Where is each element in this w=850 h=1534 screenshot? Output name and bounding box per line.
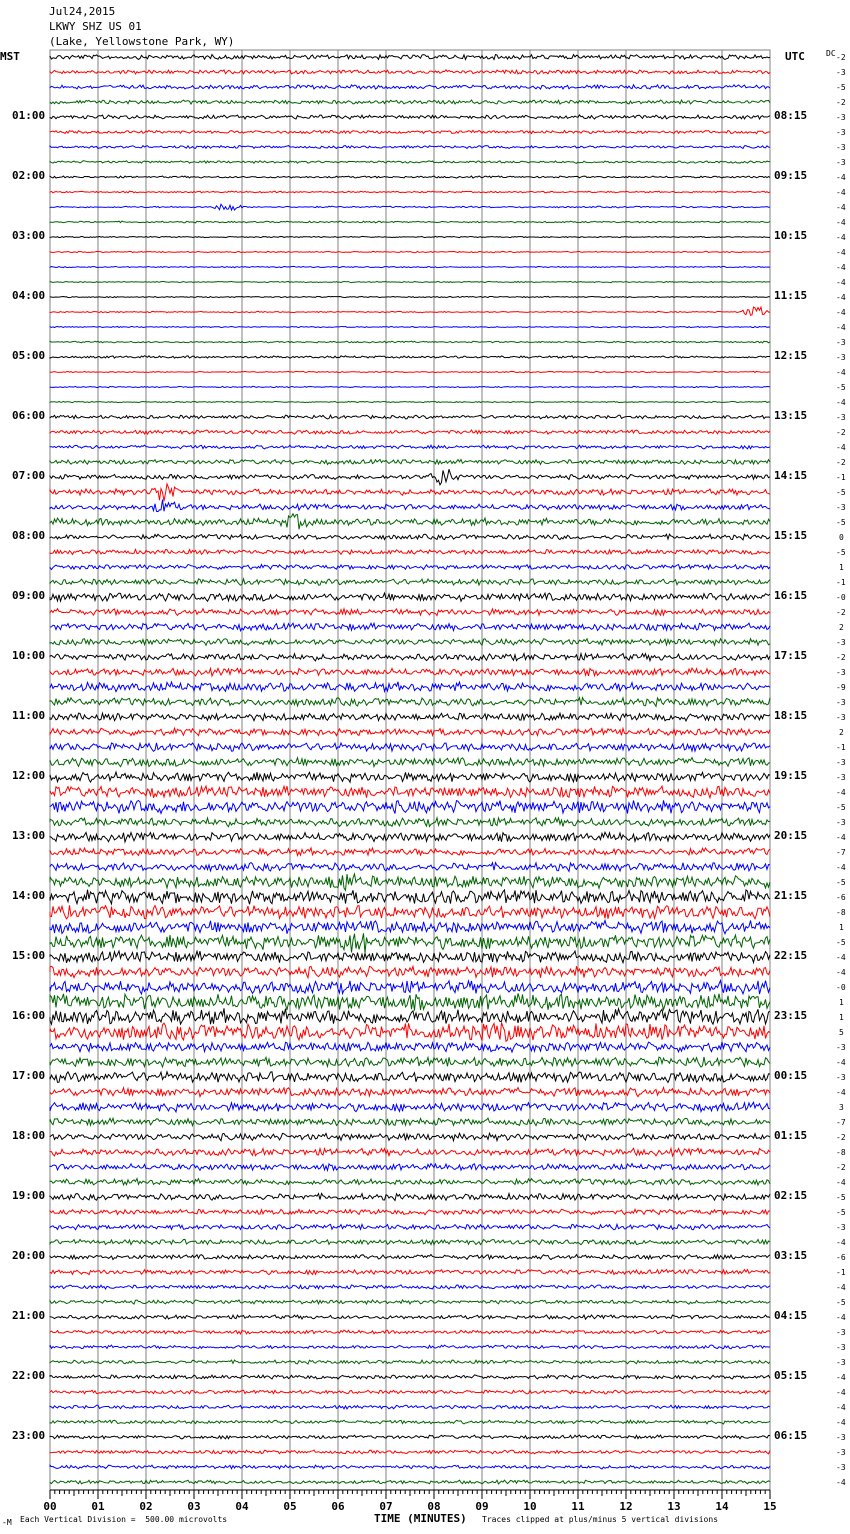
dc-offset-label: -5 <box>836 1298 846 1307</box>
trace-49 <box>50 786 770 798</box>
trace-45 <box>50 728 770 735</box>
right-hour-label: 11:15 <box>774 289 808 302</box>
dc-offset-label: -3 <box>836 143 846 152</box>
trace-40 <box>50 654 770 661</box>
trace-94 <box>50 1465 770 1469</box>
dc-offset-label: -4 <box>836 263 846 272</box>
trace-9 <box>50 191 770 193</box>
trace-65 <box>50 1022 770 1041</box>
trace-23 <box>50 401 770 402</box>
left-hour-label: 19:00 <box>12 1189 46 1202</box>
left-hour-label: 20:00 <box>12 1249 46 1262</box>
right-hour-label: 15:15 <box>774 529 808 542</box>
dc-offset-label: -4 <box>836 953 846 962</box>
trace-8 <box>50 176 770 178</box>
header-station: LKWY SHZ US 01 <box>49 20 142 33</box>
right-hour-label: 21:15 <box>774 889 808 902</box>
dc-offset-label: -3 <box>836 713 846 722</box>
x-tick-label-13: 13 <box>667 1500 681 1513</box>
trace-72 <box>50 1133 770 1140</box>
trace-4 <box>50 115 770 119</box>
right-hour-label: 06:15 <box>774 1429 808 1442</box>
dc-offset-label: 2 <box>839 728 844 737</box>
left-hour-label: 02:00 <box>12 169 46 182</box>
dc-offset-label: 1 <box>839 1013 844 1022</box>
trace-group <box>50 54 770 1484</box>
trace-52 <box>50 832 770 842</box>
dc-offset-label: -4 <box>836 833 846 842</box>
left-hour-label: 09:00 <box>12 589 46 602</box>
x-tick-label-4: 04 <box>235 1500 249 1513</box>
trace-67 <box>50 1057 770 1067</box>
left-hour-label: 16:00 <box>12 1009 46 1022</box>
right-hour-label: 20:15 <box>774 829 808 842</box>
trace-31 <box>50 514 770 530</box>
left-hour-label: 06:00 <box>12 409 46 422</box>
header-date: Jul24,2015 <box>49 5 116 18</box>
trace-58 <box>50 920 770 933</box>
dc-offset-label: -3 <box>836 1223 846 1232</box>
dc-offset-label: -4 <box>836 443 846 452</box>
dc-offset-label: -5 <box>836 803 846 812</box>
dc-offset-label: -8 <box>836 908 846 917</box>
right-hour-label: 14:15 <box>774 469 808 482</box>
dc-offset-label: -3 <box>836 413 846 422</box>
right-hour-label: 18:15 <box>774 709 808 722</box>
dc-offset-label: 5 <box>839 1028 844 1037</box>
trace-76 <box>50 1193 770 1200</box>
dc-offset-label: -4 <box>836 1088 846 1097</box>
trace-70 <box>50 1102 770 1112</box>
trace-93 <box>50 1450 770 1454</box>
trace-48 <box>50 772 770 782</box>
trace-42 <box>50 682 770 692</box>
trace-51 <box>50 818 770 827</box>
dc-offset-label: -3 <box>836 1463 846 1472</box>
trace-47 <box>50 758 770 767</box>
trace-90 <box>50 1405 770 1409</box>
left-hour-label: 18:00 <box>12 1129 46 1142</box>
trace-63 <box>50 993 770 1010</box>
dc-offset-label: -8 <box>836 1148 846 1157</box>
trace-66 <box>50 1042 770 1052</box>
dc-offset-label: -3 <box>836 1448 846 1457</box>
trace-60 <box>50 951 770 963</box>
left-hour-label: 08:00 <box>12 529 46 542</box>
dc-offset-label: -4 <box>836 1418 846 1427</box>
trace-59 <box>50 933 770 953</box>
trace-10 <box>50 204 770 210</box>
left-hour-label: 22:00 <box>12 1369 46 1382</box>
dc-offset-label: -5 <box>836 83 846 92</box>
dc-offset-label: -2 <box>836 653 846 662</box>
right-hour-label: 05:15 <box>774 1369 808 1382</box>
trace-82 <box>50 1285 770 1289</box>
dc-offset-label: -4 <box>836 863 846 872</box>
trace-55 <box>50 874 770 890</box>
trace-32 <box>50 534 770 540</box>
right-hour-label: 13:15 <box>774 409 808 422</box>
dc-offset-label: -5 <box>836 878 846 887</box>
dc-offset-label: -0 <box>836 983 846 992</box>
trace-15 <box>50 281 770 282</box>
dc-offset-label: -3 <box>836 353 846 362</box>
right-hour-label: 16:15 <box>774 589 808 602</box>
trace-41 <box>50 668 770 676</box>
dc-offset-label: -4 <box>836 1178 846 1187</box>
dc-offset-label: -1 <box>836 743 846 752</box>
trace-21 <box>50 371 770 372</box>
trace-19 <box>50 341 770 343</box>
trace-75 <box>50 1179 770 1186</box>
trace-34 <box>50 565 770 570</box>
trace-14 <box>50 266 770 267</box>
x-tick-label-7: 07 <box>379 1500 393 1513</box>
trace-25 <box>50 430 770 434</box>
dc-offset-label: -7 <box>836 848 846 857</box>
trace-29 <box>50 484 770 501</box>
trace-22 <box>50 386 770 387</box>
right-hour-label: 23:15 <box>774 1009 808 1022</box>
trace-11 <box>50 221 770 223</box>
x-tick-label-0: 00 <box>43 1500 57 1513</box>
trace-64 <box>50 1008 770 1024</box>
x-tick-label-6: 06 <box>331 1500 345 1513</box>
left-hour-label: 01:00 <box>12 109 46 122</box>
dc-offset-label: -5 <box>836 548 846 557</box>
dc-offset-label: -4 <box>836 188 846 197</box>
trace-81 <box>50 1269 770 1274</box>
dc-offset-label: -3 <box>836 113 846 122</box>
right-hour-label: 00:15 <box>774 1069 808 1082</box>
dc-offset-label: -4 <box>836 278 846 287</box>
dc-offset-label: -4 <box>836 203 846 212</box>
dc-offset-label: -1 <box>836 1268 846 1277</box>
left-hour-label: 07:00 <box>12 469 46 482</box>
left-hour-label: 21:00 <box>12 1309 46 1322</box>
dc-offset-label: -3 <box>836 668 846 677</box>
trace-78 <box>50 1224 770 1230</box>
dc-offset-label: -3 <box>836 503 846 512</box>
trace-2 <box>50 85 770 89</box>
dc-offset-label: -3 <box>836 1358 846 1367</box>
dc-offset-label: -4 <box>836 1283 846 1292</box>
dc-offset-label: -4 <box>836 323 846 332</box>
x-tick-label-8: 08 <box>427 1500 441 1513</box>
x-tick-label-10: 10 <box>523 1500 537 1513</box>
x-tick-label-11: 11 <box>571 1500 585 1513</box>
left-hour-label: 04:00 <box>12 289 46 302</box>
dc-offset-label: -3 <box>836 338 846 347</box>
dc-offset-label: -4 <box>836 1373 846 1382</box>
trace-50 <box>50 800 770 813</box>
left-hour-label: 15:00 <box>12 949 46 962</box>
left-hour-label: 13:00 <box>12 829 46 842</box>
right-timezone-label: UTC <box>785 50 805 63</box>
trace-33 <box>50 549 770 554</box>
footer-division: Each Vertical Division = 500.00 microvolts <box>20 1515 228 1524</box>
trace-5 <box>50 130 770 133</box>
dc-offset-label: -1 <box>836 473 846 482</box>
dc-offset-label: 0 <box>839 533 844 542</box>
dc-offset-label: -6 <box>836 1253 846 1262</box>
trace-73 <box>50 1148 770 1156</box>
trace-39 <box>50 639 770 646</box>
trace-12 <box>50 236 770 237</box>
x-tick-label-12: 12 <box>619 1500 633 1513</box>
dc-offset-label: -9 <box>836 683 846 692</box>
dc-offset-label: 3 <box>839 1103 844 1112</box>
left-hour-label: 23:00 <box>12 1429 46 1442</box>
dc-offset-label: -5 <box>836 518 846 527</box>
dc-offset-label: -6 <box>836 893 846 902</box>
dc-offset-label: -2 <box>836 1133 846 1142</box>
trace-35 <box>50 579 770 585</box>
dc-offset-label: -4 <box>836 233 846 242</box>
right-hour-label: 08:15 <box>774 109 808 122</box>
x-tick-label-5: 05 <box>283 1500 297 1513</box>
trace-88 <box>50 1375 770 1379</box>
plot-frame <box>50 50 770 1490</box>
dc-offset-label: -2 <box>836 428 846 437</box>
time-axis <box>43 1490 776 1513</box>
trace-87 <box>50 1360 770 1364</box>
dc-offset-label: -2 <box>836 53 846 62</box>
dc-offset-label: -4 <box>836 218 846 227</box>
x-tick-label-9: 09 <box>475 1500 489 1513</box>
dc-offset-label: -4 <box>836 1313 846 1322</box>
right-hour-label: 03:15 <box>774 1249 808 1262</box>
x-tick-label-2: 02 <box>139 1500 153 1513</box>
trace-26 <box>50 445 770 449</box>
trace-46 <box>50 743 770 751</box>
dc-offset-label: -2 <box>836 98 846 107</box>
trace-37 <box>50 609 770 616</box>
dc-offset-label: -4 <box>836 173 846 182</box>
right-hour-label: 22:15 <box>774 949 808 962</box>
trace-13 <box>50 251 770 252</box>
dc-offset-label: -5 <box>836 1193 846 1202</box>
trace-3 <box>50 100 770 104</box>
trace-74 <box>50 1164 770 1171</box>
dc-offset-label: -5 <box>836 938 846 947</box>
right-hour-label: 12:15 <box>774 349 808 362</box>
trace-62 <box>50 981 770 995</box>
x-tick-label-15: 15 <box>763 1500 777 1513</box>
left-hour-label: 05:00 <box>12 349 46 362</box>
header-location: (Lake, Yellowstone Park, WY) <box>49 35 235 48</box>
trace-86 <box>50 1345 770 1349</box>
trace-56 <box>50 890 770 905</box>
x-tick-label-3: 03 <box>187 1500 201 1513</box>
right-hour-label: 04:15 <box>774 1309 808 1322</box>
left-hour-label: 14:00 <box>12 889 46 902</box>
trace-77 <box>50 1209 770 1214</box>
dc-offset-label: 2 <box>839 623 844 632</box>
dc-offset-label: -3 <box>836 773 846 782</box>
dc-offset-label: -3 <box>836 638 846 647</box>
dc-offset-label: -3 <box>836 818 846 827</box>
left-hour-label: 12:00 <box>12 769 46 782</box>
trace-0 <box>50 54 770 59</box>
dc-offset-label: -4 <box>836 1238 846 1247</box>
trace-83 <box>50 1300 770 1304</box>
right-hour-label: 10:15 <box>774 229 808 242</box>
left-hour-label: 17:00 <box>12 1069 46 1082</box>
dc-offset-label: -7 <box>836 1118 846 1127</box>
dc-offset-label: -5 <box>836 1208 846 1217</box>
trace-38 <box>50 623 770 631</box>
right-hour-label: 01:15 <box>774 1129 808 1142</box>
x-tick-label-14: 14 <box>715 1500 729 1513</box>
dc-header: DC <box>826 49 836 58</box>
trace-20 <box>50 356 770 358</box>
trace-95 <box>50 1480 770 1484</box>
dc-offset-label: -3 <box>836 1073 846 1082</box>
dc-offset-label: -3 <box>836 1433 846 1442</box>
trace-36 <box>50 593 770 601</box>
dc-offset-label: -4 <box>836 308 846 317</box>
left-timezone-label: MST <box>0 50 20 63</box>
trace-69 <box>50 1088 770 1097</box>
trace-54 <box>50 863 770 872</box>
dc-offset-label: -3 <box>836 1343 846 1352</box>
trace-53 <box>50 848 770 856</box>
trace-27 <box>50 459 770 464</box>
dc-offset-label: -4 <box>836 1058 846 1067</box>
trace-43 <box>50 698 770 707</box>
left-hour-label: 11:00 <box>12 709 46 722</box>
left-hour-label: 03:00 <box>12 229 46 242</box>
trace-89 <box>50 1390 770 1394</box>
x-axis-title: TIME (MINUTES) <box>374 1512 467 1525</box>
dc-offset-label: -3 <box>836 1328 846 1337</box>
trace-61 <box>50 966 770 978</box>
trace-24 <box>50 415 770 419</box>
trace-79 <box>50 1239 770 1244</box>
trace-1 <box>50 70 770 74</box>
dc-offset-label: 1 <box>839 923 844 932</box>
trace-84 <box>50 1315 770 1319</box>
dc-offset-label: -5 <box>836 383 846 392</box>
trace-71 <box>50 1118 770 1125</box>
dc-offset-label: -4 <box>836 248 846 257</box>
dc-offset-label: -3 <box>836 68 846 77</box>
dc-offset-label: -4 <box>836 1403 846 1412</box>
trace-6 <box>50 146 770 149</box>
dc-offset-label: -2 <box>836 458 846 467</box>
dc-offset-label: -5 <box>836 488 846 497</box>
right-hour-label: 02:15 <box>774 1189 808 1202</box>
trace-17 <box>50 307 770 315</box>
dc-offset-label: -4 <box>836 788 846 797</box>
minute-grid <box>50 50 770 1490</box>
dc-offset-label: -4 <box>836 368 846 377</box>
trace-28 <box>50 469 770 485</box>
trace-44 <box>50 713 770 721</box>
footer-clip-note: Traces clipped at plus/minus 5 vertical divisions <box>482 1515 719 1524</box>
right-hour-label: 17:15 <box>774 649 808 662</box>
x-tick-label-1: 01 <box>91 1500 105 1513</box>
right-hour-label: 19:15 <box>774 769 808 782</box>
dc-offset-label: -2 <box>836 608 846 617</box>
dc-offset-label: 1 <box>839 563 844 572</box>
trace-30 <box>50 500 770 512</box>
footer-mark: -M <box>2 1518 12 1527</box>
left-hour-label: 10:00 <box>12 649 46 662</box>
dc-offset-label: -0 <box>836 593 846 602</box>
dc-offset-label: -3 <box>836 158 846 167</box>
dc-offset-label: -3 <box>836 698 846 707</box>
dc-offset-label: -4 <box>836 293 846 302</box>
dc-offset-label: -3 <box>836 128 846 137</box>
trace-92 <box>50 1435 770 1439</box>
trace-80 <box>50 1255 770 1260</box>
dc-offset-label: -4 <box>836 1388 846 1397</box>
trace-85 <box>50 1330 770 1334</box>
dc-offset-label: -1 <box>836 578 846 587</box>
dc-offset-label: -4 <box>836 398 846 407</box>
trace-7 <box>50 161 770 164</box>
dc-offset-label: -3 <box>836 758 846 767</box>
dc-offset-label: -2 <box>836 1163 846 1172</box>
trace-57 <box>50 905 770 919</box>
dc-offset-label: 1 <box>839 998 844 1007</box>
dc-offset-label: -4 <box>836 968 846 977</box>
trace-18 <box>50 326 770 327</box>
trace-91 <box>50 1420 770 1424</box>
right-hour-label: 09:15 <box>774 169 808 182</box>
trace-68 <box>50 1072 770 1083</box>
dc-offset-label: -4 <box>836 1478 846 1487</box>
trace-16 <box>50 296 770 297</box>
dc-offset-label: -3 <box>836 1043 846 1052</box>
